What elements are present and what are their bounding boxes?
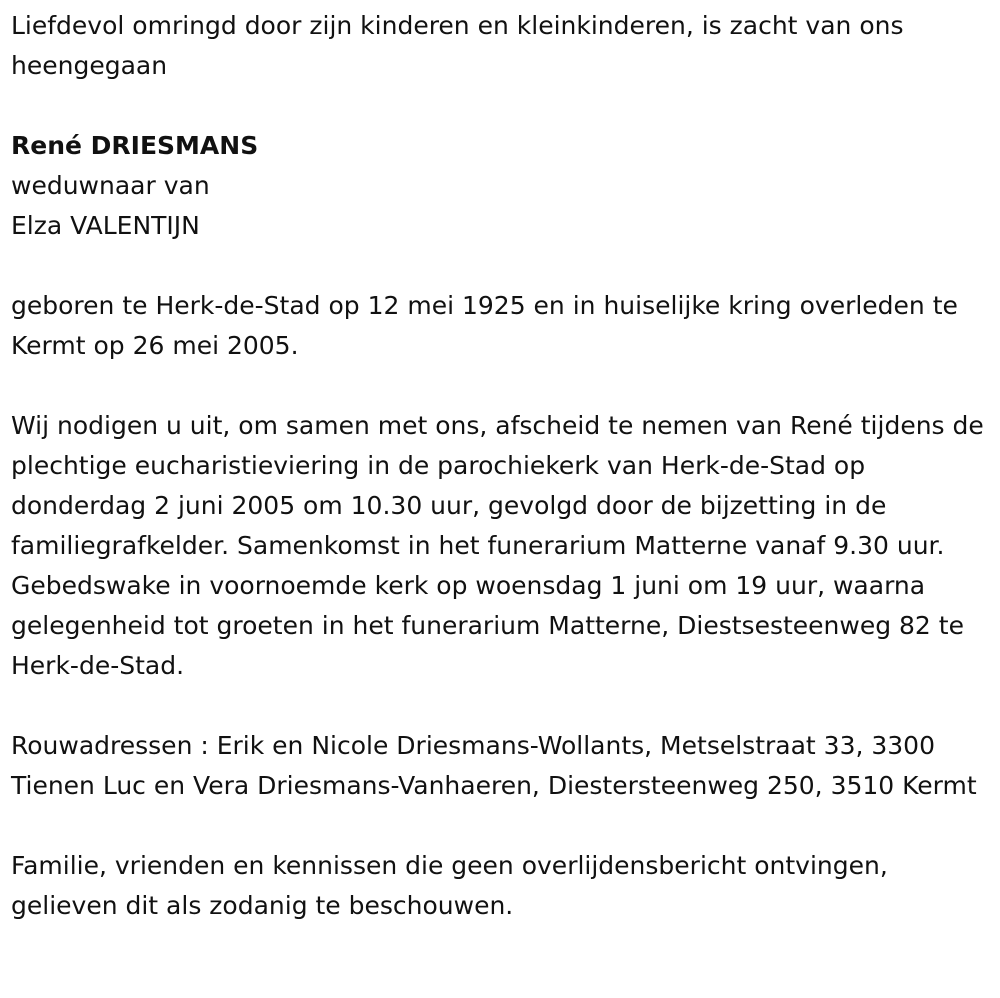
deceased-name: René DRIESMANS xyxy=(11,131,259,160)
addresses-text: Rouwadressen : Erik en Nicole Driesmans-Wollants, Metselstraat 33, 3300 Tienen Luc en Vera Driesmans-Vanhaeren, Diestersteenweg 250, 3510 Kermt xyxy=(11,731,977,800)
invitation-text: Wij nodigen u uit, om samen met ons, afscheid te nemen van René tijdens de plechtige eucharistieviering in de parochiekerk van Herk-de-Stad op donderdag 2 juni 2005 om 10.30 uur, gevolgd door de bijzetting in de familiegrafkelder. Samenkomst in het funerarium Matterne vanaf 9.30 uur. Gebedswake in voornoemde kerk op woensdag 1 juni om 19 uur, waarna gelegenheid tot groeten in het funerarium Matterne, Diestsesteenweg 82 te Herk-de-Stad. xyxy=(11,411,984,680)
closing-text: Familie, vrienden en kennissen die geen overlijdensbericht ontvingen, gelieven dit als zodanig te beschouwen. xyxy=(11,851,888,920)
intro-text: Liefdevol omringd door zijn kinderen en kleinkinderen, is zacht van ons heengegaan xyxy=(11,11,904,80)
death-notice xyxy=(11,6,996,926)
relation-text: weduwnaar van xyxy=(11,171,210,200)
spouse-name: Elza VALENTIJN xyxy=(11,211,200,240)
birth-death-text: geboren te Herk-de-Stad op 12 mei 1925 en in huiselijke kring overleden te Kermt op 26 mei 2005. xyxy=(11,291,958,360)
